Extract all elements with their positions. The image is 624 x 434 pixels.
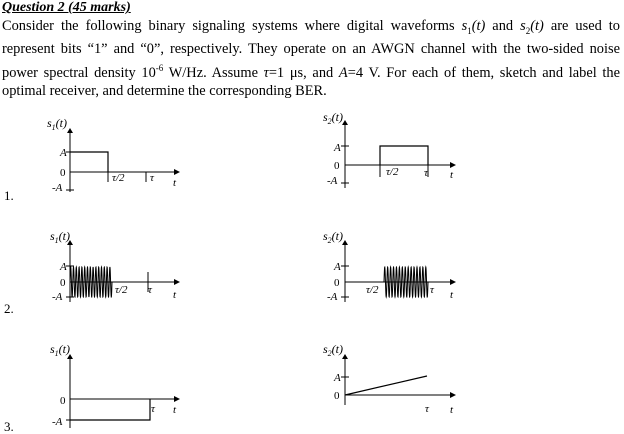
waveform — [70, 152, 108, 172]
svg-text:-A: -A — [327, 175, 338, 187]
svg-text:τ/2: τ/2 — [366, 284, 379, 296]
ylabel-s1-1: $s_1(t)$ — [47, 116, 67, 132]
item-number-3: 3. — [4, 419, 14, 434]
figure-2-s1 — [50, 229, 180, 303]
svg-text:A: A — [334, 372, 341, 384]
tick-tau2: τ/2 — [112, 172, 125, 184]
svg-text:τ: τ — [424, 167, 428, 179]
svg-text:0: 0 — [60, 277, 66, 289]
ramp-waveform — [345, 376, 427, 395]
question-title: Question 2 (45 marks) — [2, 0, 131, 15]
svg-text:0: 0 — [334, 160, 340, 172]
svg-text:τ: τ — [425, 403, 429, 415]
tick-A: A — [60, 147, 67, 159]
svg-text:-A: -A — [327, 291, 338, 303]
waveform — [70, 399, 150, 420]
figure-2-s2 — [323, 229, 456, 303]
svg-text:A: A — [334, 142, 341, 154]
svg-text:t: t — [450, 289, 454, 301]
xlabel-t: t — [173, 177, 177, 189]
svg-text:t: t — [450, 169, 454, 181]
svg-text:t: t — [450, 404, 454, 416]
tick-tau: τ — [150, 172, 154, 184]
ylabel-s2-1: $s_2(t)$ — [323, 110, 343, 126]
svg-text:s1(t): $s_1(t)$ — [50, 229, 70, 245]
tick-negA: -A — [52, 182, 63, 194]
waveform — [380, 146, 428, 165]
svg-text:A: A — [60, 261, 67, 273]
problem-statement: Consider the following binary signaling systems where digital waveforms $s_1(t)$ and $s_2(t)$ are used to represent bits “1” and “0”, respectively. They operate on an AWGN channel with the two-sided noise power spectral density $10^{-6}$ W/Hz. Assume τ=1 μs, and A=4 V. For each of them, sketch and label the optimal receiver, and determine the corresponding BER. — [2, 18, 620, 100]
item-number-2: 2. — [4, 301, 14, 316]
svg-text:-A: -A — [52, 416, 63, 428]
svg-text:A: A — [334, 261, 341, 273]
svg-text:t: t — [173, 289, 177, 301]
item-number-1: 1. — [4, 188, 14, 203]
figure-3-s1 — [50, 342, 180, 428]
figure-1-s1 — [47, 116, 180, 194]
svg-text:s2(t): $s_2(t)$ — [323, 229, 343, 245]
svg-text:s2(t): $s_2(t)$ — [323, 342, 343, 358]
svg-text:-A: -A — [52, 291, 63, 303]
svg-text:τ: τ — [151, 403, 155, 415]
svg-text:τ: τ — [148, 284, 152, 296]
svg-text:τ: τ — [430, 284, 434, 296]
figure-1-s2 — [323, 110, 456, 188]
svg-text:s1(t): $s_1(t)$ — [50, 342, 70, 358]
figure-3-s2 — [323, 342, 456, 416]
svg-text:τ/2: τ/2 — [115, 284, 128, 296]
svg-text:τ/2: τ/2 — [386, 166, 399, 178]
svg-text:t: t — [173, 404, 177, 416]
svg-text:0: 0 — [334, 277, 340, 289]
svg-text:0: 0 — [60, 395, 66, 407]
svg-text:0: 0 — [334, 390, 340, 402]
tick-zero: 0 — [60, 167, 66, 179]
